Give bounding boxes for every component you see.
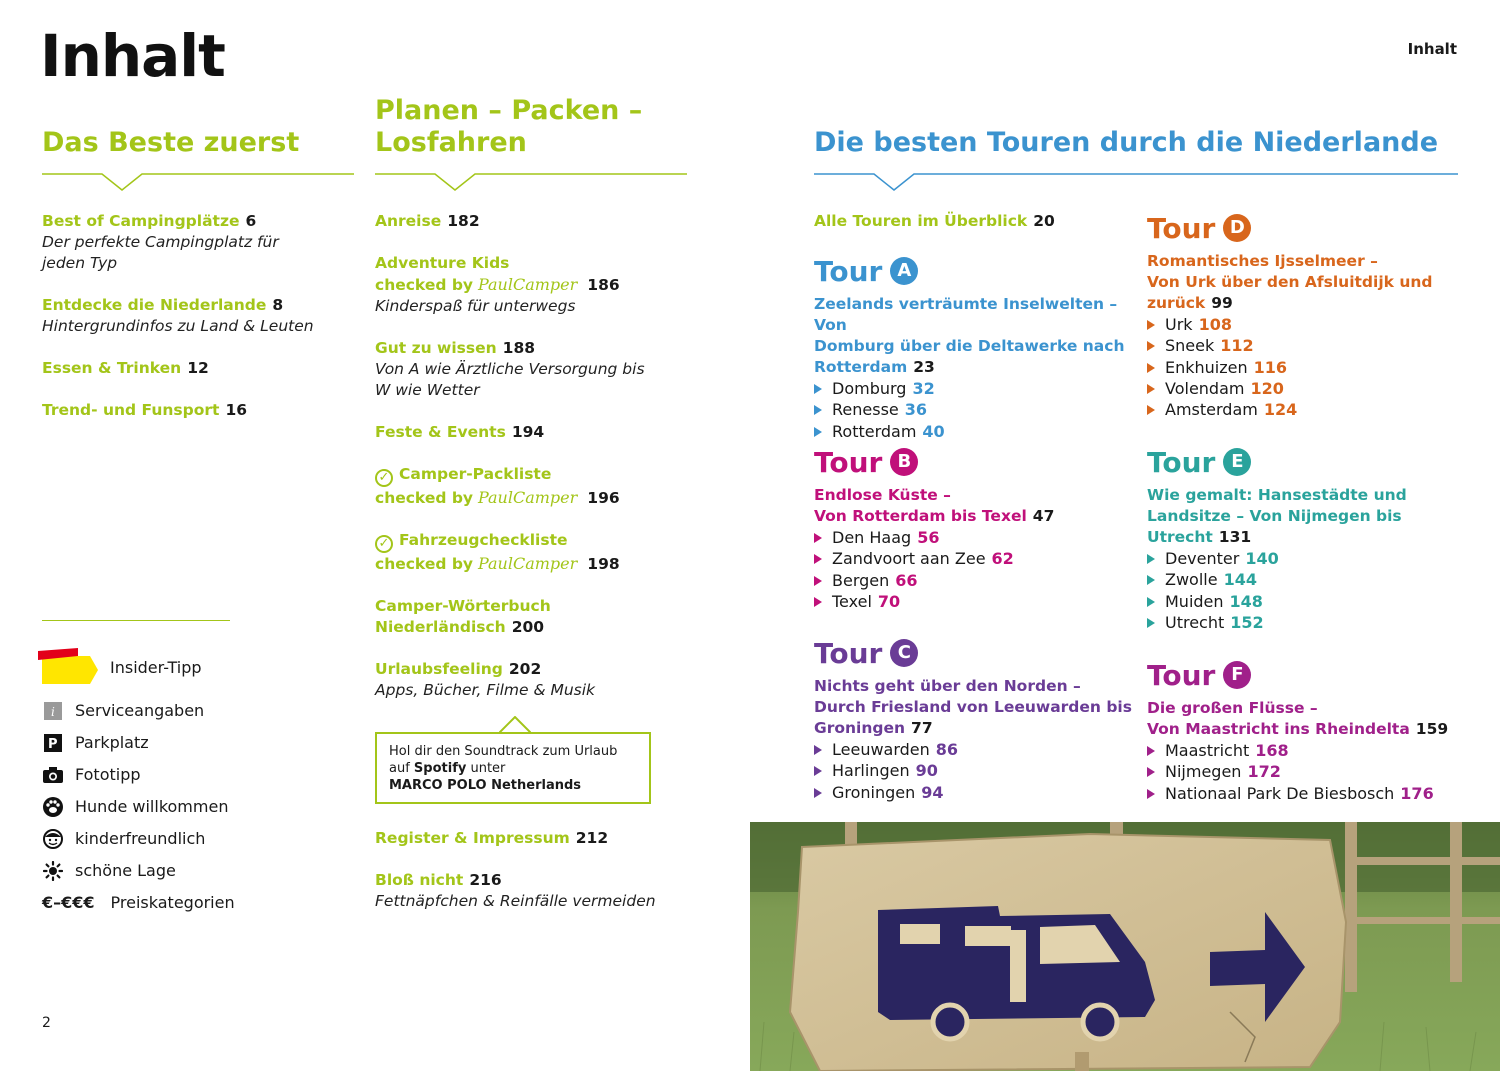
tour-description-line: Domburg über die Deltawerke nach: [814, 337, 1125, 355]
toc-entry-title: Essen & Trinken: [42, 359, 182, 377]
tour-description-line: Nichts geht über den Norden –: [814, 677, 1081, 695]
stop-page: 94: [921, 782, 944, 802]
stop-page: 62: [991, 549, 1014, 569]
spotify-text: unter: [466, 761, 506, 776]
toc-entry-title: Adventure Kids: [375, 254, 510, 272]
triangle-bullet-icon: [814, 405, 822, 415]
stop-name: Den Haag: [832, 528, 912, 547]
triangle-bullet-icon: [814, 554, 822, 564]
checkmark-icon: ✓: [375, 535, 393, 553]
tour-stop[interactable]: [814, 421, 1134, 442]
toc-entry-subtitle: Kinderspaß für unterwegs: [375, 297, 576, 315]
tour-page: 131: [1218, 528, 1252, 546]
tour-description-line: Groningen: [814, 719, 906, 737]
checkmark-icon: ✓: [375, 469, 393, 487]
col2-entries: [375, 211, 685, 722]
child-face-icon: [42, 828, 64, 850]
camera-icon: [42, 764, 64, 786]
toc-entry-title: Urlaubsfeeling: [375, 660, 503, 678]
stop-name: Urk: [1165, 315, 1193, 334]
stop-page: 56: [917, 528, 940, 547]
stop-page: 40: [922, 421, 945, 441]
toc-entry-title: Register & Impressum: [375, 829, 570, 847]
toc-entry-title: Trend- und Funsport: [42, 401, 220, 419]
tour-page: 99: [1211, 294, 1233, 312]
toc-entry-page: 6: [245, 212, 257, 230]
tour-stop[interactable]: [1147, 783, 1477, 804]
stop-name: Leeuwarden: [832, 740, 930, 759]
legend-list: [42, 695, 235, 919]
section-heading-line: Planen – Packen –: [375, 95, 643, 126]
tour-word: Tour: [1147, 445, 1216, 479]
stop-name: Zandvoort aan Zee: [832, 549, 986, 569]
triangle-bullet-icon: [814, 533, 822, 543]
triangle-bullet-icon: [1147, 597, 1155, 607]
toc-entry-title: Alle Touren im Überblick: [814, 212, 1028, 230]
stop-name: Domburg: [832, 379, 907, 398]
triangle-bullet-icon: [1147, 746, 1155, 756]
tour-block-a[interactable]: [814, 254, 1134, 442]
tour-stop[interactable]: [814, 399, 1134, 420]
tour-stop[interactable]: [1147, 761, 1477, 782]
tour-description-line: Rotterdam: [814, 358, 908, 376]
legend-label: schöne Lage: [75, 861, 176, 880]
stop-name: Zwolle: [1165, 570, 1218, 590]
toc-entry-subtitle: Apps, Bücher, Filme & Musik: [375, 681, 596, 699]
tour-letter-badge: C: [890, 639, 918, 667]
tour-page: 77: [911, 719, 933, 737]
tour-stop[interactable]: [1147, 548, 1457, 569]
camper-sign-photo: [750, 822, 1500, 1071]
triangle-bullet-icon: [814, 766, 822, 776]
tour-description-line: Zeelands verträumte Inselwelten – Von: [814, 295, 1118, 334]
toc-entry-title: Camper-Packliste: [399, 465, 552, 483]
info-icon: [42, 700, 64, 722]
sun-icon: [42, 860, 64, 882]
toc-entry-subtitle: jeden Typ: [42, 254, 118, 272]
paulcamper-logo: PaulCamper: [477, 488, 578, 507]
toc-entry[interactable]: [375, 530, 685, 575]
stop-page: 152: [1230, 612, 1264, 632]
toc-entry-checked: checked by: [375, 489, 474, 507]
tour-description-line: Die großen Flüsse –: [1147, 699, 1318, 717]
legend-label: Preiskategorien: [110, 893, 235, 912]
triangle-bullet-icon: [1147, 405, 1155, 415]
section-heading-tours: Die besten Touren durch die Niederlande: [814, 127, 1439, 158]
stop-name: Amsterdam: [1165, 400, 1258, 420]
toc-entry-page: 212: [575, 829, 609, 847]
stop-name: Bergen: [832, 570, 890, 590]
toc-entry[interactable]: [375, 338, 685, 401]
tour-page: 159: [1415, 720, 1449, 738]
legend-item: [42, 823, 235, 855]
tour-word: Tour: [1147, 211, 1216, 245]
tour-block-c[interactable]: [814, 636, 1134, 803]
toc-entry-subtitle: Hintergrundinfos zu Land & Leuten: [42, 317, 314, 335]
page-number: 2: [42, 1015, 51, 1031]
toc-entry-subtitle: Fettnäpfchen & Reinfälle vermeiden: [375, 892, 656, 910]
svg-text:P: P: [48, 737, 58, 752]
triangle-bullet-icon: [1147, 320, 1155, 330]
section-heading-best: Das Beste zuerst: [42, 127, 300, 158]
tour-stop[interactable]: [1147, 612, 1457, 633]
col2-entries-bottom: [375, 828, 685, 933]
tour-stop[interactable]: [1147, 591, 1457, 612]
stop-page: 90: [915, 761, 938, 781]
toc-entry[interactable]: [375, 828, 685, 849]
triangle-bullet-icon: [814, 576, 822, 586]
tour-word: Tour: [814, 445, 883, 479]
stop-page: 124: [1263, 400, 1298, 420]
toc-entry-title: Anreise: [375, 212, 442, 230]
legend-item: [42, 759, 235, 791]
triangle-bullet-icon: [1147, 618, 1155, 628]
toc-entry-page: 8: [272, 296, 284, 314]
spotify-brand: Spotify: [413, 761, 467, 776]
parking-icon: [42, 732, 64, 754]
stop-name: Sneek: [1165, 336, 1215, 356]
toc-entry-title: Bloß nicht: [375, 871, 464, 889]
tour-stop[interactable]: [1147, 335, 1457, 356]
tour-stop[interactable]: [814, 760, 1134, 781]
triangle-bullet-icon: [1147, 767, 1155, 777]
toc-entry[interactable]: [375, 422, 685, 443]
toc-entry[interactable]: [42, 358, 342, 379]
tour-description: [814, 485, 1134, 527]
spotify-playlist: MARCO POLO Netherlands: [389, 778, 582, 793]
toc-entry-page: 188: [502, 339, 536, 357]
toc-entry-title: Gut zu wissen: [375, 339, 497, 357]
section-heading-line: Losfahren: [375, 127, 527, 158]
tour-word: Tour: [814, 636, 883, 670]
toc-entry[interactable]: [42, 400, 342, 421]
paw-icon: [42, 796, 64, 818]
tour-description: [814, 676, 1134, 739]
tour-word: Tour: [814, 254, 883, 288]
stop-page: 86: [935, 740, 959, 759]
legend-item: [42, 791, 235, 823]
legend-label: kinderfreundlich: [75, 829, 206, 848]
stop-page: 116: [1253, 357, 1288, 377]
stop-name: Renesse: [832, 400, 899, 420]
page-title: Inhalt: [40, 22, 225, 90]
tour-description-line: Von Urk über den Afsluitdijk und: [1147, 273, 1433, 291]
toc-entry[interactable]: [42, 211, 342, 274]
spotify-text-line: [389, 760, 637, 777]
toc-entry-checked: checked by: [375, 555, 474, 573]
tour-description: [1147, 251, 1457, 314]
triangle-bullet-icon: [1147, 341, 1155, 351]
stop-page: 112: [1220, 336, 1254, 356]
tour-stop[interactable]: [814, 739, 1134, 760]
triangle-bullet-icon: [1147, 554, 1155, 564]
tour-block-d[interactable]: [1147, 211, 1457, 420]
triangle-bullet-icon: [1147, 384, 1155, 394]
tour-description-line: Utrecht: [1147, 528, 1213, 546]
stop-name: Utrecht: [1165, 612, 1225, 632]
legend-label: Serviceangaben: [75, 701, 205, 720]
tour-letter-badge: B: [890, 448, 918, 476]
tour-block-b[interactable]: [814, 445, 1134, 612]
stop-page: 168: [1255, 741, 1289, 760]
tour-description: [1147, 698, 1477, 740]
triangle-bullet-icon: [814, 788, 822, 798]
tour-stop[interactable]: [814, 591, 1134, 612]
tour-stop[interactable]: [1147, 357, 1457, 378]
tour-description-line: Wie gemalt: Hansestädte und: [1147, 486, 1407, 504]
tour-description: [1147, 485, 1457, 548]
toc-entry-page: 202: [508, 660, 542, 678]
toc-entry-page: 200: [511, 618, 545, 636]
legend-label: Parkplatz: [75, 733, 149, 752]
tour-block-e[interactable]: [1147, 445, 1457, 633]
toc-entry-page: 182: [447, 212, 480, 230]
spotify-text: auf: [389, 761, 414, 776]
tour-description-line: Von Rotterdam bis Texel: [814, 507, 1027, 525]
stop-name: Groningen: [832, 782, 916, 802]
toc-entry-subtitle: W wie Wetter: [375, 381, 480, 399]
stop-name: Enkhuizen: [1165, 357, 1248, 377]
stop-page: 108: [1198, 315, 1232, 334]
legend-item: [42, 855, 235, 887]
toc-entry-checked: checked by: [375, 276, 474, 294]
toc-entry[interactable]: [42, 295, 342, 337]
toc-entry[interactable]: [375, 596, 685, 638]
legend-label: Hunde willkommen: [75, 797, 229, 816]
toc-entry[interactable]: [375, 659, 685, 701]
stop-name: Nijmegen: [1165, 762, 1242, 782]
toc-entry[interactable]: [375, 464, 685, 509]
stop-page: 36: [904, 400, 928, 420]
toc-entry[interactable]: [375, 870, 685, 912]
paulcamper-logo: PaulCamper: [477, 554, 578, 573]
triangle-bullet-icon: [814, 427, 822, 437]
stop-name: Deventer: [1165, 549, 1240, 568]
stop-name: Muiden: [1165, 591, 1224, 611]
spotify-text: Hol dir den Soundtrack zum Urlaub: [389, 744, 618, 759]
toc-entry-overview[interactable]: [814, 211, 1055, 232]
stop-name: Texel: [832, 591, 872, 611]
toc-entry-subtitle: Der perfekte Campingplatz für: [42, 233, 279, 251]
toc-entry-page: 12: [187, 359, 209, 377]
col1-entries: [42, 211, 342, 442]
toc-entry-page: 186: [587, 276, 620, 294]
toc-entry-subtitle: Von A wie Ärztliche Versorgung bis: [375, 360, 645, 378]
running-header: Inhalt: [1407, 40, 1457, 58]
tour-description-line: zurück: [1147, 294, 1206, 312]
tour-letter-badge: D: [1223, 214, 1251, 242]
section-heading-planen: [375, 95, 642, 159]
stop-name: Nationaal Park De Biesbosch: [1165, 783, 1395, 803]
section-rule: [814, 170, 1458, 190]
tour-stop[interactable]: [1147, 399, 1457, 420]
tour-stop[interactable]: [814, 378, 1134, 399]
stop-page: 66: [895, 570, 918, 590]
toc-entry-title: Fahrzeugcheckliste: [399, 531, 568, 549]
triangle-bullet-icon: [1147, 789, 1155, 799]
stop-name: Harlingen: [832, 761, 910, 781]
tour-letter-badge: A: [890, 257, 918, 285]
tour-page: 47: [1032, 507, 1055, 525]
section-rule: [375, 170, 687, 190]
toc-entry-page: 198: [587, 555, 620, 573]
stop-page: 140: [1245, 549, 1279, 568]
tour-stop[interactable]: [814, 782, 1134, 803]
insider-tip-icon: [38, 648, 100, 690]
tour-stop[interactable]: [1147, 314, 1457, 335]
tour-word: Tour: [1147, 658, 1216, 692]
toc-entry[interactable]: [375, 253, 685, 317]
legend-item: [42, 727, 235, 759]
paulcamper-logo: PaulCamper: [477, 275, 578, 294]
stop-page: 32: [912, 379, 935, 398]
toc-entry-page: 196: [587, 489, 620, 507]
stop-page: 176: [1400, 783, 1434, 803]
spotify-box[interactable]: [375, 732, 651, 804]
stop-page: 120: [1250, 378, 1284, 398]
tour-stop[interactable]: [814, 548, 1134, 569]
tour-letter-badge: F: [1223, 661, 1251, 689]
triangle-bullet-icon: [1147, 363, 1155, 373]
stop-name: Maastricht: [1165, 741, 1250, 760]
tour-stop[interactable]: [814, 527, 1134, 548]
toc-entry-title: Feste & Events: [375, 423, 506, 441]
toc-entry-page: 20: [1033, 212, 1055, 230]
toc-entry-title: Entdecke die Niederlande: [42, 296, 267, 314]
tour-stop[interactable]: [814, 570, 1134, 591]
stop-page: 144: [1223, 570, 1257, 590]
tour-description-line: Romantisches Ijsselmeer –: [1147, 252, 1378, 270]
toc-entry-title-line2: Niederländisch: [375, 618, 506, 636]
legend-divider: [42, 620, 230, 621]
toc-entry-title: Best of Campingplätze: [42, 212, 240, 230]
toc-entry[interactable]: [375, 211, 685, 232]
stop-page: 148: [1229, 591, 1263, 611]
toc-entry-title: Camper-Wörterbuch: [375, 597, 551, 615]
toc-entry-page: 16: [225, 401, 248, 419]
stop-page: 70: [877, 591, 901, 611]
toc-entry-page: 216: [469, 871, 502, 889]
legend-item: [42, 695, 235, 727]
legend-item: [42, 887, 235, 919]
triangle-bullet-icon: [814, 745, 822, 755]
legend-label: Insider-Tipp: [110, 658, 202, 677]
stop-name: Volendam: [1165, 378, 1245, 398]
tour-stop[interactable]: [1147, 378, 1457, 399]
stop-page: 172: [1247, 762, 1281, 782]
legend-label: Fototipp: [75, 765, 141, 784]
section-rule: [42, 170, 354, 190]
tour-page: 23: [913, 358, 935, 376]
tour-stop[interactable]: [1147, 569, 1457, 590]
toc-entry-page: 194: [511, 423, 545, 441]
tour-description-line: Endlose Küste –: [814, 486, 951, 504]
triangle-bullet-icon: [1147, 575, 1155, 585]
tour-letter-badge: E: [1223, 448, 1251, 476]
svg-text:i: i: [51, 705, 55, 719]
tour-description-line: Von Maastricht ins Rheindelta: [1147, 720, 1410, 738]
tour-description-line: Durch Friesland von Leeuwarden bis: [814, 698, 1132, 716]
price-symbol: €–€€€: [42, 893, 95, 912]
tour-block-f[interactable]: [1147, 658, 1477, 804]
triangle-bullet-icon: [814, 384, 822, 394]
tour-description: [814, 294, 1134, 378]
tour-description-line: Landsitze – Von Nijmegen bis: [1147, 507, 1402, 525]
triangle-bullet-icon: [814, 597, 822, 607]
tour-stop[interactable]: [1147, 740, 1477, 761]
stop-name: Rotterdam: [832, 421, 917, 441]
